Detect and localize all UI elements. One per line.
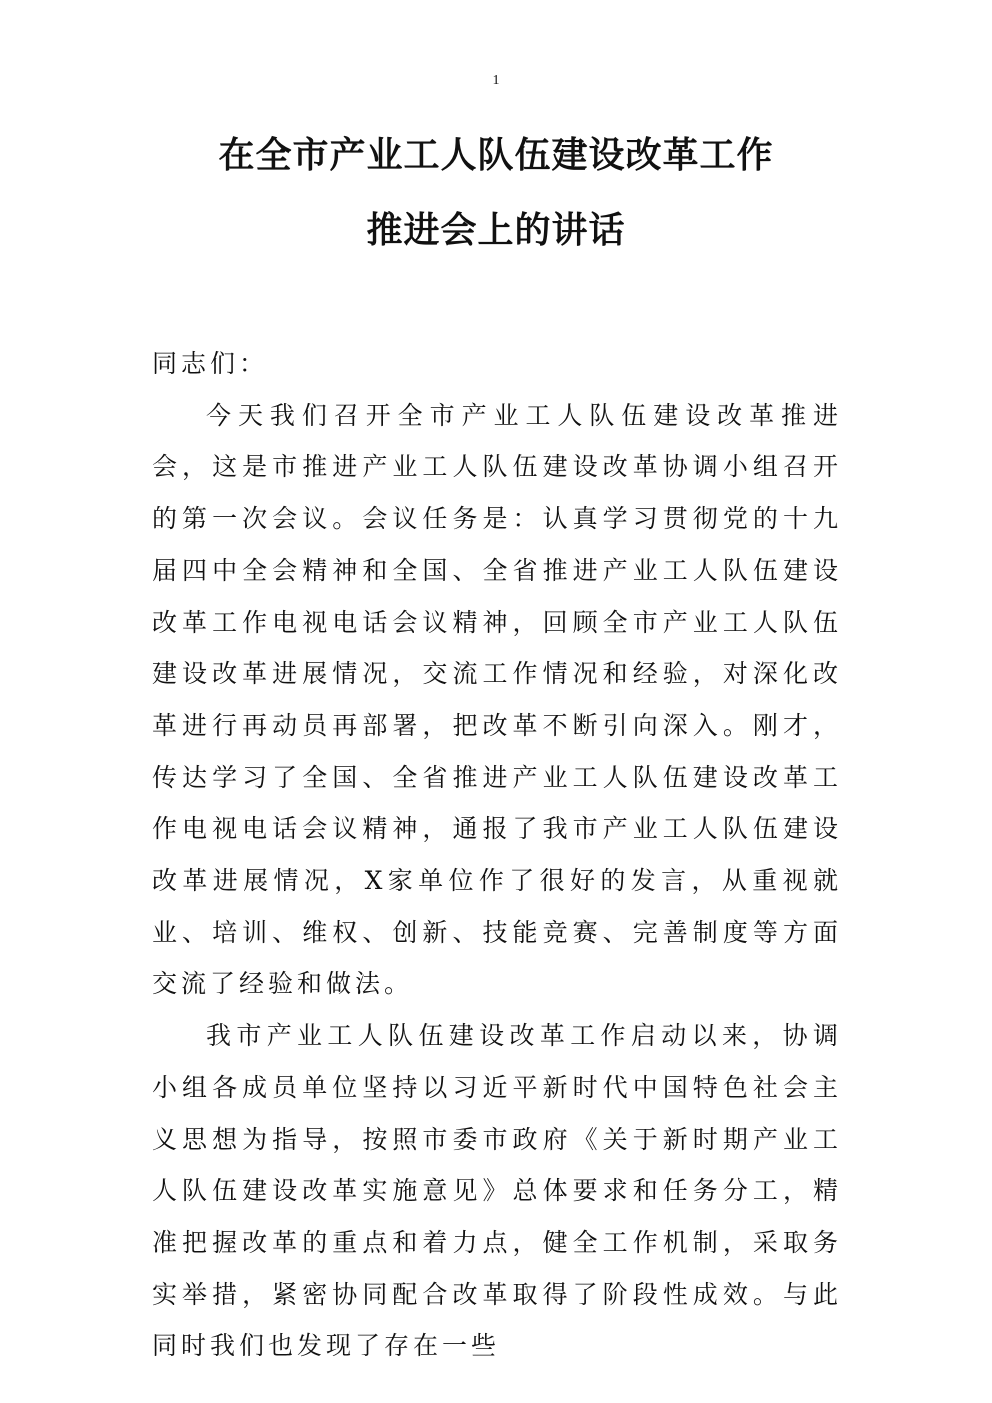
document-title-line-2: 推进会上的讲话 xyxy=(366,209,626,251)
document-title-line-1: 在全市产业工人队伍建设改革工作 xyxy=(218,134,774,176)
document-body xyxy=(152,338,842,1372)
body-paragraph: 我市产业工人队伍建设改革工作启动以来，协调小组各成员单位坚持以习近平新时代中国特色社会主义思想为指导，按照市委市政府《关于新时期产业工人队伍建设改革实施意见》总体要求和任务分工，精准把握改革的重点和着力点，健全工作机制，采取务实举措，紧密协同配合改革取得了阶段性成效。与此同时我们也发现了存在一些 xyxy=(152,1021,842,1361)
page-number: 1 xyxy=(492,73,500,88)
body-paragraph: 今天我们召开全市产业工人队伍建设改革推进会，这是市推进产业工人队伍建设改革协调小组召开的第一次会议。会议任务是：认真学习贯彻党的十九届四中全会精神和全国、全省推进产业工人队伍建设改革工作电视电话会议精神，回顾全市产业工人队伍建设改革进展情况，交流工作情况和经验，对深化改革进行再动员再部署，把改革不断引向深入。刚才，传达学习了全国、全省推进产业工人队伍建设改革工作电视电话会议精神，通报了我市产业工人队伍建设改革进展情况，X家单位作了很好的发言，从重视就业、培训、维权、创新、技能竞赛、完善制度等方面交流了经验和做法。 xyxy=(152,400,842,999)
salutation: 同志们： xyxy=(152,349,269,378)
